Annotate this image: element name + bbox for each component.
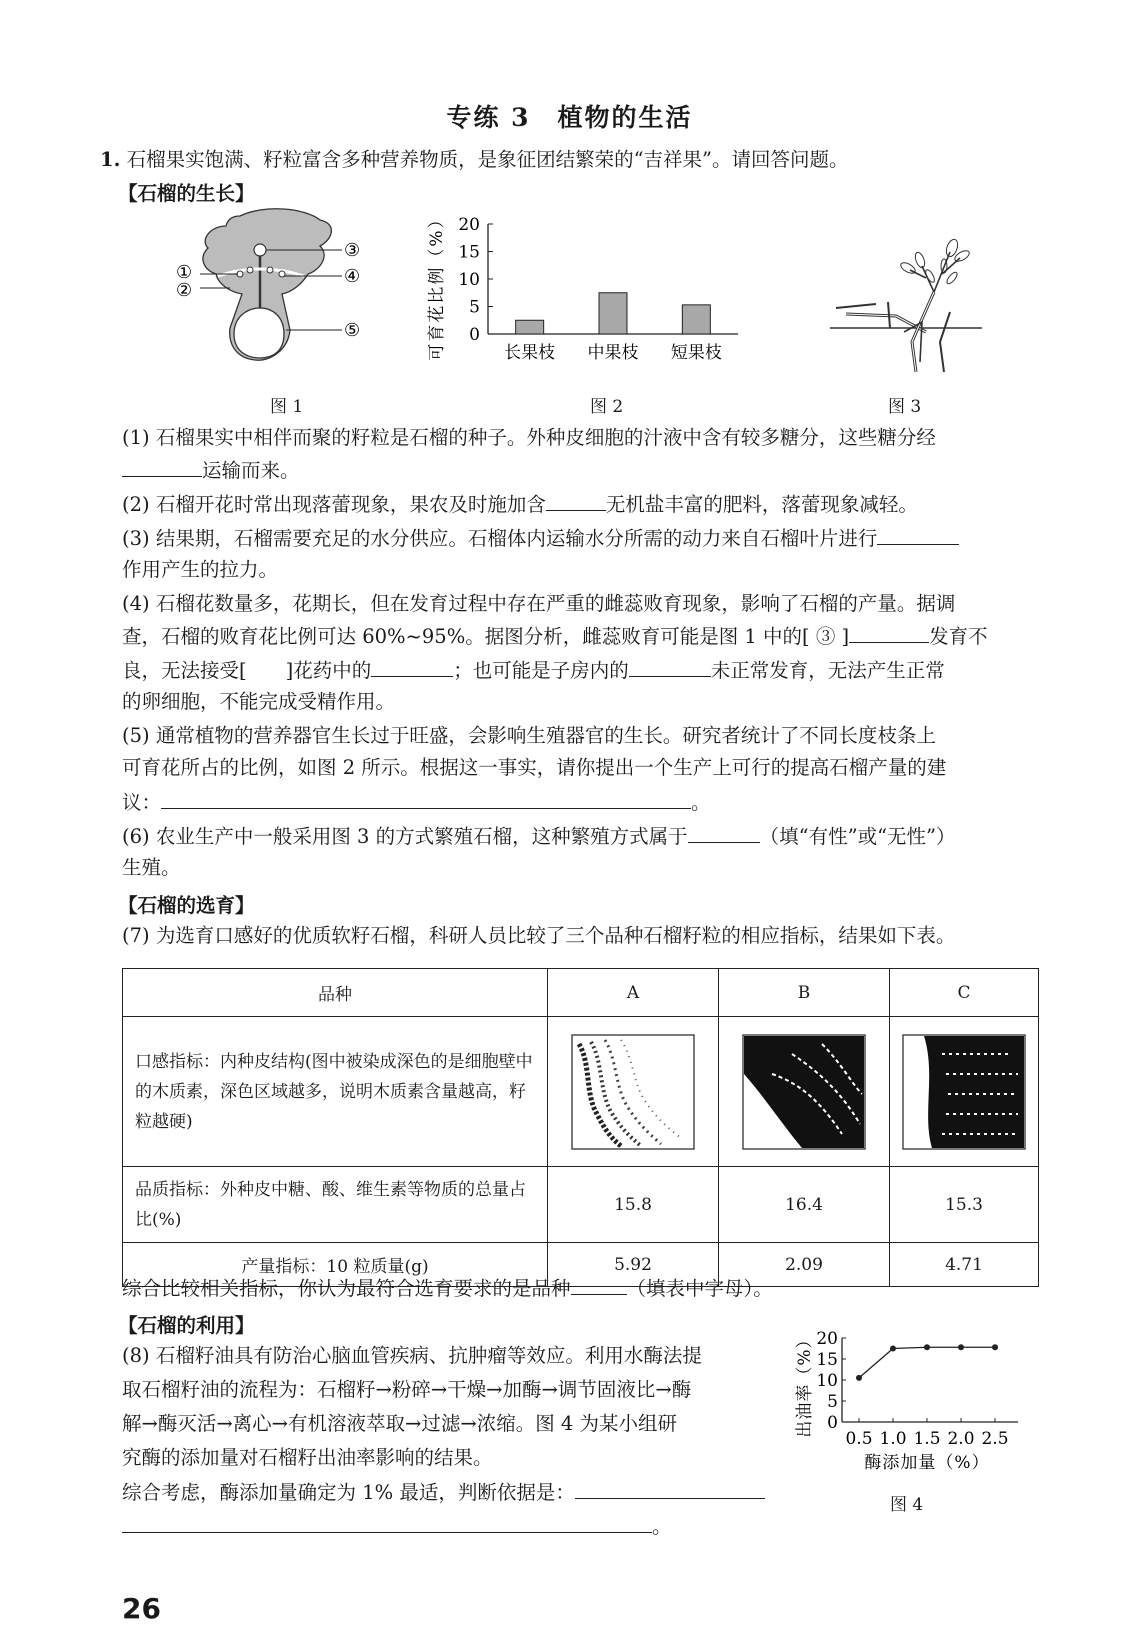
q3-line-1: (3) 结果期，石榴需要充足的水分供应。石榴体内运输水分所需的动力来自石榴叶片进行 xyxy=(122,526,959,551)
q8-line-3: 解→酶灭活→离心→有机溶液萃取→过滤→浓缩。图 4 为某小组研 xyxy=(122,1412,677,1435)
fig1-label-3: ③ xyxy=(344,240,361,261)
micrograph-cell-a xyxy=(548,1017,719,1167)
table-header-cell: B xyxy=(719,969,890,1017)
answer-blank[interactable] xyxy=(849,624,929,643)
q8-line-6: 。 xyxy=(122,1514,672,1539)
fig1-label-5: ⑤ xyxy=(344,320,361,341)
y-tick-label: 5 xyxy=(827,1392,838,1412)
y-tick-label: 15 xyxy=(458,242,480,263)
bar-3 xyxy=(682,305,710,334)
y-tick-label: 0 xyxy=(827,1413,838,1433)
data-point-5 xyxy=(992,1344,998,1350)
data-point-3 xyxy=(924,1344,930,1350)
table-cell: 2.09 xyxy=(719,1243,890,1287)
table-row-label: 口感指标：内种皮结构(图中被染成深色的是细胞壁中的木质素，深色区域越多，说明木质素含量越高，籽粒越硬) xyxy=(123,1017,548,1167)
y-tick-label: 10 xyxy=(816,1371,838,1391)
y-axis-title: 可育花比例（%） xyxy=(427,209,447,361)
fig1-caption: 图 1 xyxy=(270,397,304,417)
micrograph-image-a xyxy=(571,1034,695,1150)
micrograph-cell-b xyxy=(719,1017,890,1167)
table-cell: 5.92 xyxy=(548,1243,719,1287)
q1-line-1: (1) 石榴果实中相伴而聚的籽粒是石榴的种子。外种皮细胞的汁液中含有较多糖分，这些糖分经 xyxy=(122,426,936,449)
table-row-taste xyxy=(123,1017,1039,1167)
table-cell: 4.71 xyxy=(890,1243,1039,1287)
y-tick-label: 10 xyxy=(458,270,480,290)
answer-blank[interactable] xyxy=(688,824,760,843)
figure-3-propagation-diagram xyxy=(826,232,986,382)
q5-line-1: (5) 通常植物的营养器官生长过于旺盛，会影响生殖器官的生长。研究者统计了不同长度枝条上 xyxy=(122,724,936,747)
section-growth-heading: 【石榴的生长】 xyxy=(118,182,255,205)
answer-blank[interactable] xyxy=(629,658,711,677)
section-breeding-heading: 【石榴的选育】 xyxy=(118,894,255,917)
fig3-caption: 图 3 xyxy=(888,397,922,417)
answer-blank[interactable] xyxy=(371,658,453,677)
q8-line-1: (8) 石榴籽油具有防治心脑血管疾病、抗肿瘤等效应。利用水酶法提 xyxy=(122,1344,702,1367)
table-cell: 15.8 xyxy=(548,1167,719,1243)
x-tick-label: 长果枝 xyxy=(504,343,556,363)
fig1-label-1: ① xyxy=(176,262,193,283)
q6-line-1: (6) 农业生产中一般采用图 3 的方式繁殖石榴，这种繁殖方式属于 （填“有性”或“无性”） xyxy=(122,825,956,848)
page-title: 专练 3 植物的生活 xyxy=(446,103,693,132)
q8-line-4: 究酶的添加量对石榴籽出油率影响的结果。 xyxy=(122,1446,493,1469)
x-tick-label: 短果枝 xyxy=(670,343,722,363)
micrograph-cell-c xyxy=(890,1017,1039,1167)
data-point-2 xyxy=(890,1346,896,1352)
fig1-label-4: ④ xyxy=(344,266,361,287)
x-tick-label: 2.5 xyxy=(981,1429,1009,1449)
table-header-cell: 品种 xyxy=(123,969,548,1017)
table-header-cell: A xyxy=(548,969,719,1017)
q4-line-3: 良，无法接受[ ]花药中的 ；也可能是子房内的 未正常发育，无法产生正常 xyxy=(122,659,945,682)
page-number: 26 xyxy=(122,1592,161,1625)
question-number: 1. xyxy=(100,148,121,171)
answer-blank[interactable] xyxy=(575,1480,765,1499)
micrograph-image-b xyxy=(742,1034,866,1150)
micrograph-image-c xyxy=(902,1034,1026,1150)
answer-blank[interactable] xyxy=(161,790,691,809)
data-point-4 xyxy=(958,1344,964,1350)
fig4-caption: 图 4 xyxy=(890,1495,924,1515)
x-tick-label: 1.5 xyxy=(913,1429,941,1449)
y-axis-title: 出油率（%） xyxy=(795,1330,815,1438)
q5-line-3: 议： 。 xyxy=(122,791,711,814)
figure-2-bar-chart xyxy=(427,208,770,388)
q1-line-2: 运输而来。 xyxy=(122,458,300,483)
table-row-label: 产量指标：10 粒质量(g) xyxy=(123,1243,548,1287)
bar-2 xyxy=(599,293,627,334)
section-use-heading: 【石榴的利用】 xyxy=(118,1314,255,1337)
figure-1-flower-diagram xyxy=(170,204,380,370)
table-header-cell: C xyxy=(890,969,1039,1017)
x-axis-title: 酶添加量（%） xyxy=(864,1453,990,1473)
answer-blank[interactable] xyxy=(546,492,606,511)
table-row-quality xyxy=(123,1167,1039,1243)
y-tick-label: 15 xyxy=(816,1350,838,1370)
q4-line-4: 的卵细胞，不能完成受精作用。 xyxy=(122,690,396,713)
q6-line-2: 生殖。 xyxy=(122,856,181,879)
q7-tail-line: 综合比较相关指标，你认为最符合选育要求的是品种 （填表中字母）。 xyxy=(122,1277,773,1300)
table-cell: 16.4 xyxy=(719,1167,890,1243)
answer-blank[interactable] xyxy=(571,1276,627,1295)
y-tick-label: 5 xyxy=(469,297,480,318)
fig1-label-2: ② xyxy=(176,280,193,301)
answer-blank[interactable] xyxy=(122,1514,652,1533)
x-tick-label: 0.5 xyxy=(845,1429,873,1449)
series-line xyxy=(859,1347,995,1378)
intro-text: 石榴果实饱满、籽粒富含多种营养物质，是象征团结繁荣的“吉祥果”。请回答问题。 xyxy=(126,148,849,171)
q8-line-2: 取石榴籽油的流程为：石榴籽→粉碎→干燥→加酶→调节固液比→酶 xyxy=(122,1378,692,1401)
q2-line: (2) 石榴开花时常出现落蕾现象，果农及时施加含 无机盐丰富的肥料，落蕾现象减轻。 xyxy=(122,493,918,516)
y-tick-label: 0 xyxy=(469,325,480,345)
question-intro xyxy=(100,148,849,172)
q7-line: (7) 为选育口感好的优质软籽石榴，科研人员比较了三个品种石榴籽粒的相应指标，结果如下表。 xyxy=(122,924,956,947)
q3-line-2: 作用产生的拉力。 xyxy=(122,558,279,581)
q5-line-2: 可育花所占的比例，如图 2 所示。根据这一事实，请你提出一个生产上可行的提高石榴产量的建 xyxy=(122,756,947,779)
y-tick-label: 20 xyxy=(458,215,480,235)
table-cell: 15.3 xyxy=(890,1167,1039,1243)
y-tick-label: 20 xyxy=(816,1329,838,1349)
q8-line-5: 综合考虑，酶添加量确定为 1% 最适，判断依据是： xyxy=(122,1480,765,1505)
x-tick-label: 1.0 xyxy=(879,1429,907,1449)
answer-blank[interactable] xyxy=(122,458,202,477)
answer-blank[interactable] xyxy=(877,526,959,545)
x-tick-label: 2.0 xyxy=(947,1429,975,1449)
bar-1 xyxy=(516,320,544,334)
data-point-1 xyxy=(856,1375,862,1381)
table-header-row xyxy=(123,969,1039,1017)
fig2-caption: 图 2 xyxy=(590,397,624,417)
figure-4-line-chart xyxy=(790,1330,1050,1480)
q4-line-1: (4) 石榴花数量多，花期长，但在发育过程中存在严重的雌蕊败育现象，影响了石榴的产量。据调 xyxy=(122,592,956,615)
q4-line-2: 查，石榴的败育花比例可达 60%~95%。据图分析，雌蕊败育可能是图 1 中的[ ③ ] 发育不 xyxy=(122,625,988,648)
x-tick-label: 中果枝 xyxy=(587,343,639,363)
variety-comparison-table xyxy=(122,968,1039,1287)
table-row-label: 品质指标：外种皮中糖、酸、维生素等物质的总量占比(%) xyxy=(123,1167,548,1243)
